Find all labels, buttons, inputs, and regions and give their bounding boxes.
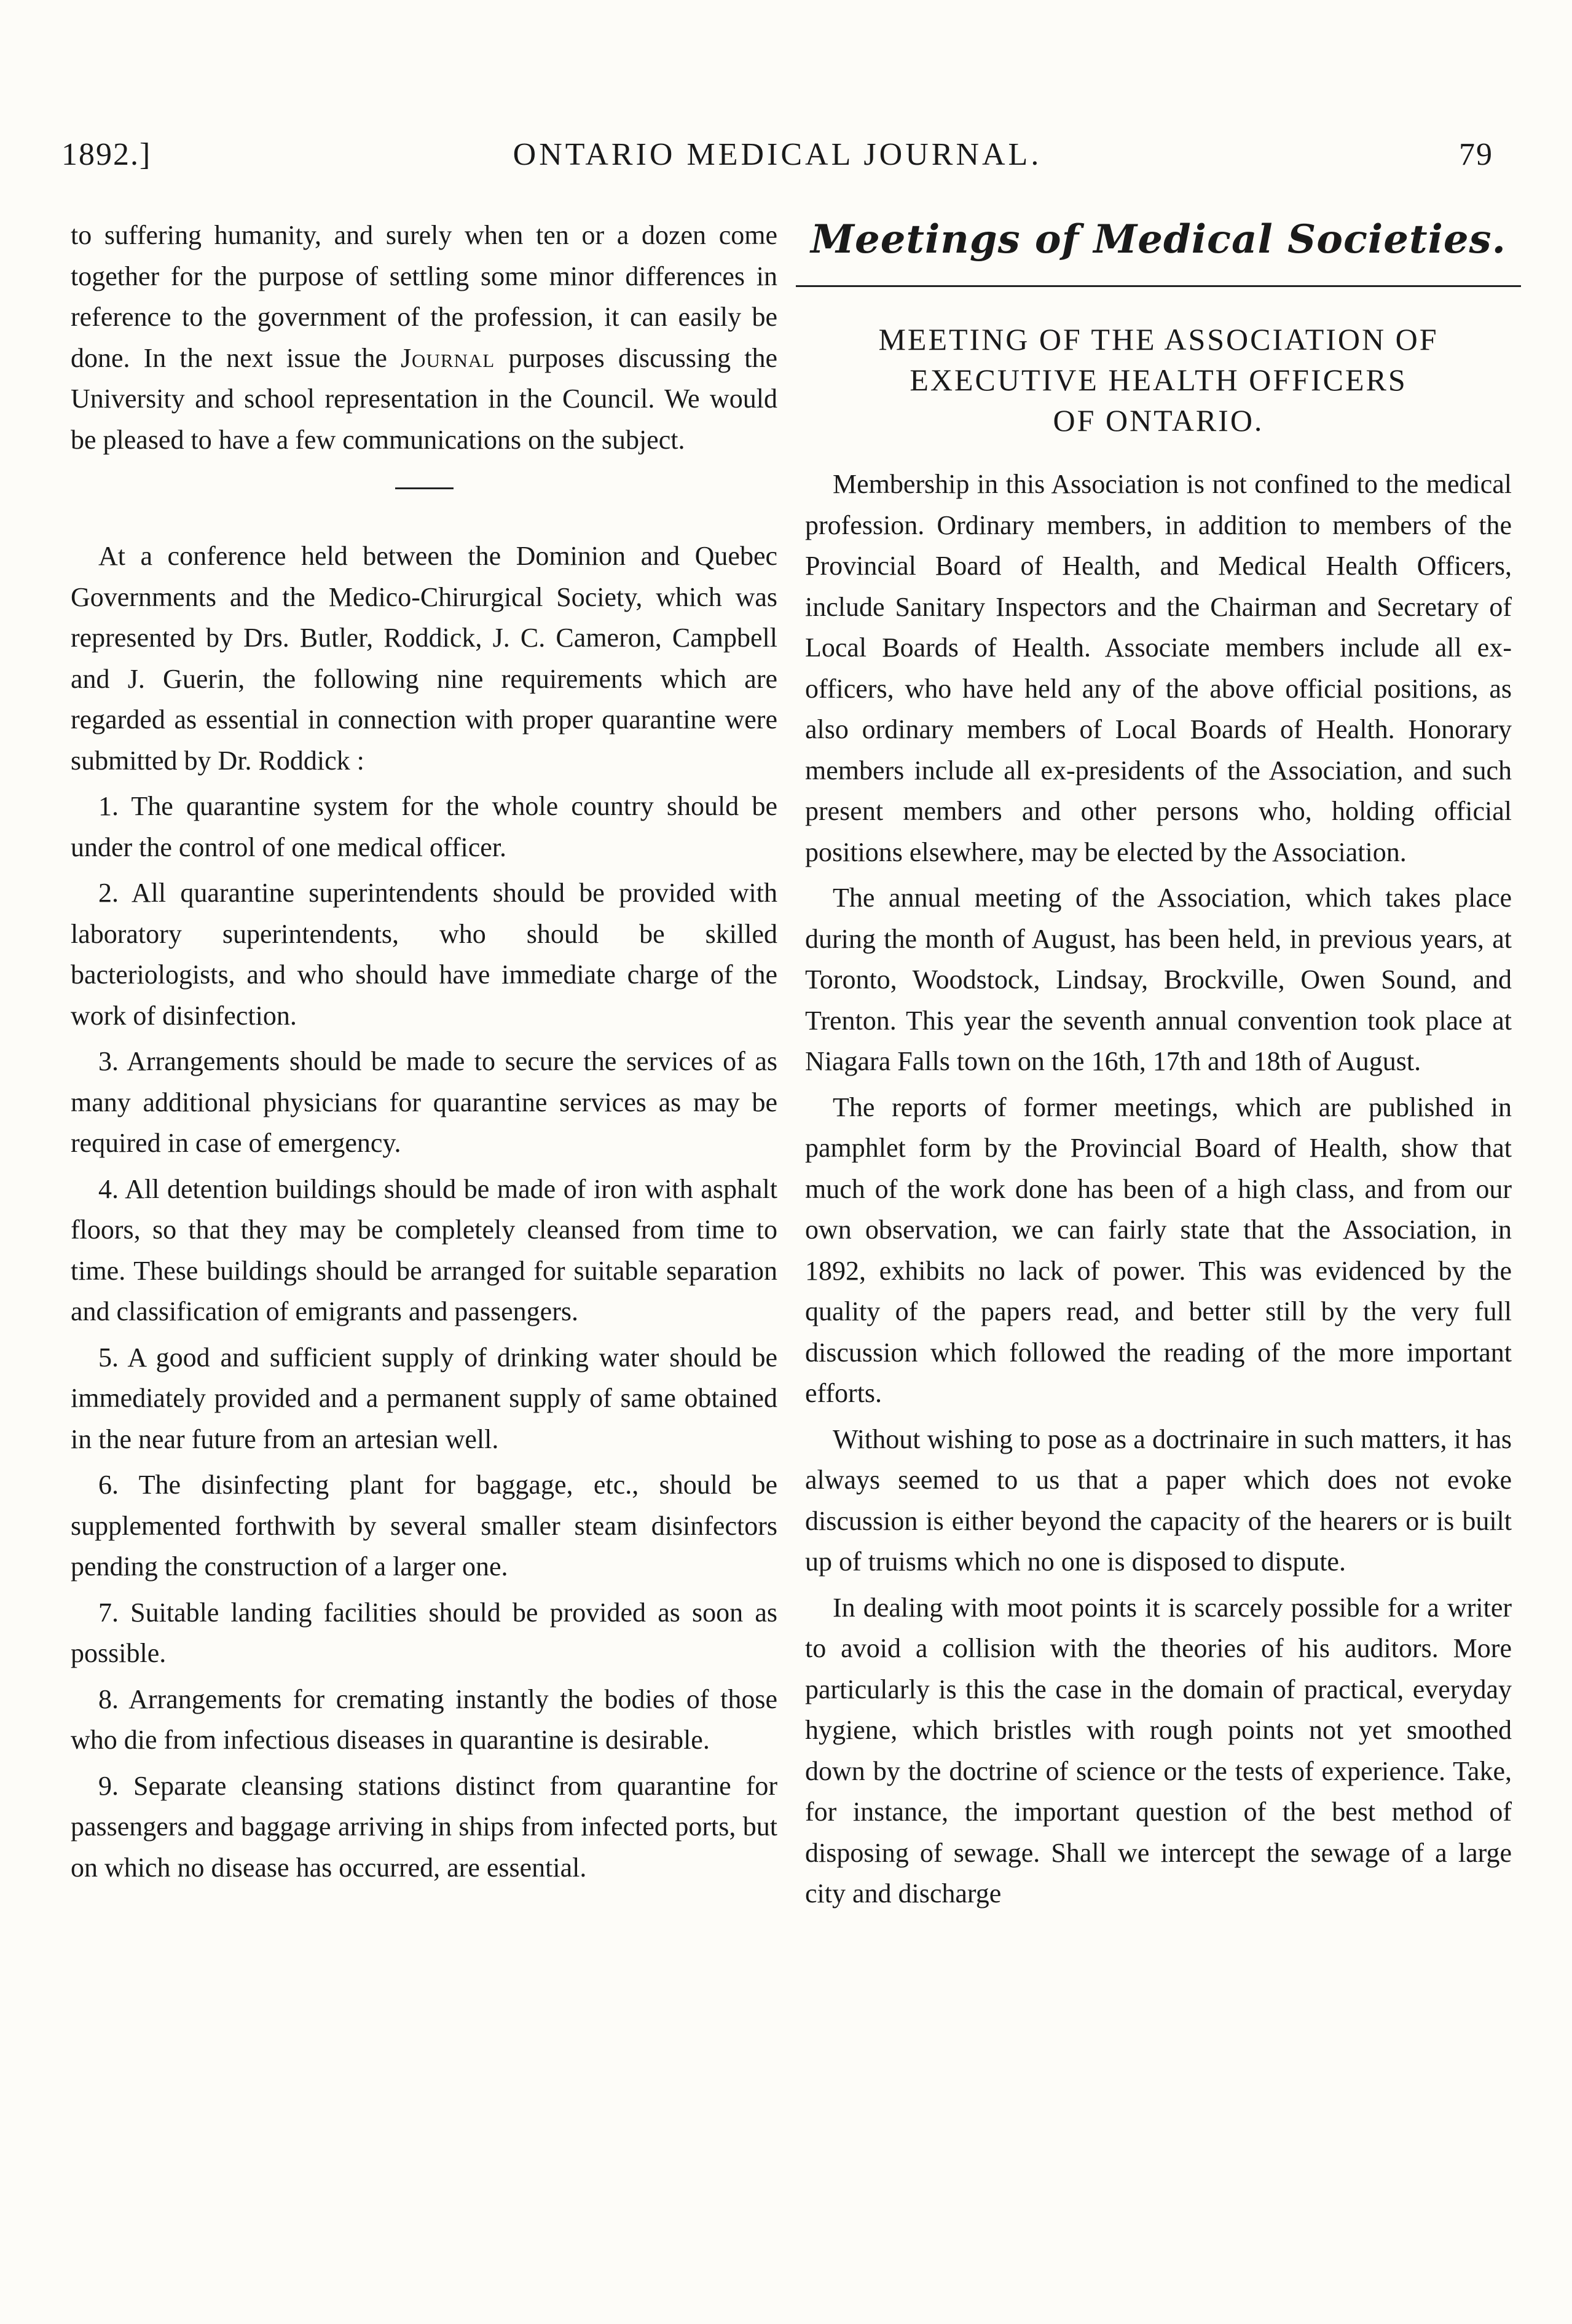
intro-text-pre: to suffering humanity, and surely when ten or a dozen come together for the purpose of settling some minor differences in reference to the government of the profession, it can easily be done. In the next issue the — [71, 220, 777, 373]
running-header — [61, 136, 1493, 179]
requirement-item-8: 8. Arrangements for cremating instantly the bodies of those who die from infectious diseases in quarantine is desirable. — [71, 1684, 777, 1755]
conference-paragraph: At a conference held between the Dominion and Quebec Governments and the Medico-Chirurgical Society, which was represented by Drs. Butler, Roddick, J. C. Cameron, Campbell and J. Guerin, the following nine requirements which are regarded as essential in connection with proper quarantine were submitted by Dr. Roddick : — [71, 541, 777, 776]
article-title — [805, 319, 1512, 441]
article-paragraph: Membership in this Association is not confined to the medical profession. Ordinary members, in addition to members of the Provincial Board of Health, and Medical Health Officers, include Sanitary Inspectors and the Chairman and Secretary of Local Boards of Health. Associate members include all ex-officers, who have held any of the above official positions, as also ordinary members of Local Boards of Health. Honorary members include all ex-presidents of the Association, and such present members and other persons who, holding official positions elsewhere, may be elected by the Association. — [805, 469, 1512, 867]
short-divider — [395, 487, 454, 489]
section-title: Meetings of Medical Societies. — [811, 216, 1506, 262]
requirement-item-6: 6. The disinfecting plant for baggage, etc., should be supplemented forthwith by several smaller steam disinfectors pending the construction of a larger one. — [71, 1470, 777, 1582]
requirement-item-7: 7. Suitable landing facilities should be provided as soon as possible. — [71, 1597, 777, 1668]
right-column — [805, 215, 1512, 1920]
article-title-line: MEETING OF THE ASSOCIATION OF — [878, 322, 1439, 356]
intro-text-post: purposes discussing the University and school representation in the Council. We would be pleased to have a few communications on the subject. — [71, 342, 778, 455]
requirement-item-5: 5. A good and sufficient supply of drinking water should be immediately provided and a permanent supply of same obtained in the near future from an artesian well. — [71, 1342, 777, 1454]
requirement-item-9: 9. Separate cleansing stations distinct from quarantine for passengers and baggage arriving in ships from infected ports, but on which no disease has occurred, are essential. — [71, 1770, 777, 1883]
header-journal-title: ONTARIO MEDICAL JOURNAL. — [513, 137, 1042, 172]
header-year: 1892.] — [61, 137, 152, 172]
intro-journal-word: Journal — [400, 342, 495, 373]
article-paragraph: The reports of former meetings, which are published in pamphlet form by the Provincial Board of Health, show that much of the work done has been of a high class, and from our own observation, we can fairly state that the Association, in 1892, exhibits no lack of power. This was evidenced by the quality of the papers read, and better still by the very full discussion which followed the reading of the more important efforts. — [805, 1092, 1512, 1408]
intro-paragraph — [71, 215, 777, 460]
page-number: 79 — [1459, 137, 1493, 172]
article-paragraph: In dealing with moot points it is scarcely possible for a writer to avoid a collision with the theories of his auditors. More particularly is this the case in the domain of practical, everyday hygiene, which bristles with rough points not yet smoothed down by the doctrine of science or the tests of experience. Take, for instance, the important question of the best method of disposing of sewage. Shall we intercept the sewage of a large city and discharge — [805, 1592, 1512, 1908]
requirement-item-2: 2. All quarantine superintendents should be provided with laboratory superintendents, who should be skilled bacteriologists, and who should have immediate charge of the work of disinfection. — [71, 878, 777, 1031]
article-title-line: EXECUTIVE HEALTH OFFICERS — [910, 363, 1407, 397]
article-title-line: OF ONTARIO. — [1053, 403, 1264, 438]
article-paragraph: The annual meeting of the Association, which takes place during the month of August, has been held, in previous years, at Toronto, Woodstock, Lindsay, Brockville, Owen Sound, and Trenton. This year the seventh annual convention took place at Niagara Falls town on the 16th, 17th and 18th of August. — [805, 883, 1512, 1076]
requirement-item-3: 3. Arrangements should be made to secure the services of as many additional physicians for quarantine services as may be required in case of emergency. — [71, 1046, 777, 1158]
requirement-item-1: 1. The quarantine system for the whole country should be under the control of one medical officer. — [71, 791, 777, 862]
left-column — [71, 215, 777, 1893]
article-paragraph: Without wishing to pose as a doctrinaire in such matters, it has always seemed to us that a paper which does not evoke discussion is either beyond the capacity of the hearers or is built up of truisms which no one is disposed to dispute. — [805, 1424, 1512, 1577]
requirement-item-4: 4. All detention buildings should be made of iron with asphalt floors, so that they may be completely cleansed from time to time. These buildings should be arranged for suitable separation and classification of emigrants and passengers. — [71, 1173, 777, 1326]
section-divider — [796, 285, 1521, 287]
